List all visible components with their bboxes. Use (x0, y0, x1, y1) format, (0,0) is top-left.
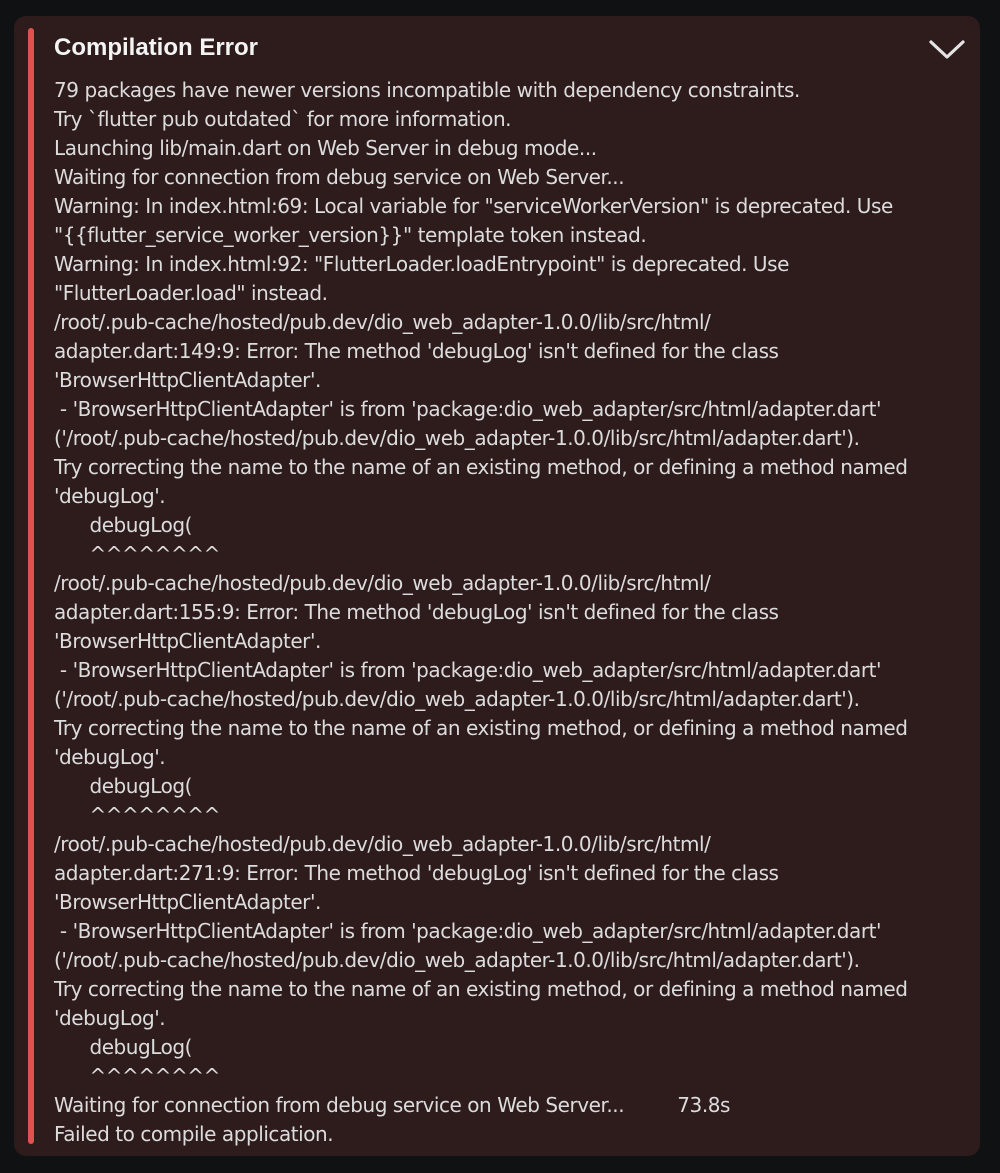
log-line: "{{flutter_service_worker_version}}" template token instead. (54, 223, 647, 247)
log-line: "FlutterLoader.load" instead. (54, 281, 328, 305)
log-line: Warning: In index.html:69: Local variable for "serviceWorkerVersion" is deprecated. Use (54, 194, 893, 218)
log-line: Try correcting the name to the name of an existing method, or defining a method named (54, 716, 908, 740)
log-line: /root/.pub-cache/hosted/pub.dev/dio_web_adapter-1.0.0/lib/src/html/ (54, 571, 711, 595)
log-line: 'debugLog'. (54, 745, 166, 769)
log-line: Warning: In index.html:92: "FlutterLoader.loadEntrypoint" is deprecated. Use (54, 252, 789, 276)
log-line: 'BrowserHttpClientAdapter'. (54, 629, 321, 653)
chevron-down-icon (929, 39, 965, 61)
log-line: ^^^^^^^^ (54, 803, 220, 827)
log-line: adapter.dart:155:9: Error: The method 'debugLog' isn't defined for the class (54, 600, 779, 624)
log-line: 'debugLog'. (54, 1006, 166, 1030)
log-line: /root/.pub-cache/hosted/pub.dev/dio_web_adapter-1.0.0/lib/src/html/ (54, 310, 711, 334)
log-line: Try correcting the name to the name of an existing method, or defining a method named (54, 455, 908, 479)
log-line: Try `flutter pub outdated` for more information. (54, 107, 512, 131)
log-line: adapter.dart:149:9: Error: The method 'debugLog' isn't defined for the class (54, 339, 779, 363)
log-line: debugLog( (54, 513, 192, 537)
log-line: ('/root/.pub-cache/hosted/pub.dev/dio_web_adapter-1.0.0/lib/src/html/adapter.dart'). (54, 948, 860, 972)
log-line: 'BrowserHttpClientAdapter'. (54, 890, 321, 914)
log-line: Failed to compile application. (54, 1122, 334, 1146)
log-line: 79 packages have newer versions incompatible with dependency constraints. (54, 78, 800, 102)
log-line: /root/.pub-cache/hosted/pub.dev/dio_web_adapter-1.0.0/lib/src/html/ (54, 832, 711, 856)
panel-title: Compilation Error (54, 34, 259, 61)
log-line: ('/root/.pub-cache/hosted/pub.dev/dio_web_adapter-1.0.0/lib/src/html/adapter.dart'). (54, 687, 860, 711)
log-line: debugLog( (54, 1035, 192, 1059)
compilation-error-panel (14, 16, 980, 1156)
log-line: ^^^^^^^^ (54, 1064, 220, 1088)
log-line: ^^^^^^^^ (54, 542, 220, 566)
error-accent-bar (28, 28, 34, 1144)
compile-log-output (54, 76, 972, 1149)
log-line: Waiting for connection from debug service on Web Server... (54, 165, 625, 189)
log-line: - 'BrowserHttpClientAdapter' is from 'package:dio_web_adapter/src/html/adapter.dart' (54, 397, 882, 421)
log-line: - 'BrowserHttpClientAdapter' is from 'package:dio_web_adapter/src/html/adapter.dart' (54, 919, 882, 943)
log-line: ('/root/.pub-cache/hosted/pub.dev/dio_web_adapter-1.0.0/lib/src/html/adapter.dart'). (54, 426, 860, 450)
log-line: Launching lib/main.dart on Web Server in debug mode... (54, 136, 597, 160)
log-line: - 'BrowserHttpClientAdapter' is from 'package:dio_web_adapter/src/html/adapter.dart' (54, 658, 882, 682)
log-line: 'BrowserHttpClientAdapter'. (54, 368, 321, 392)
log-line: adapter.dart:271:9: Error: The method 'debugLog' isn't defined for the class (54, 861, 779, 885)
log-line: 'debugLog'. (54, 484, 166, 508)
log-line: Waiting for connection from debug service on Web Server... 73.8s (54, 1093, 730, 1117)
log-line: Try correcting the name to the name of an existing method, or defining a method named (54, 977, 908, 1001)
log-line: debugLog( (54, 774, 192, 798)
collapse-button[interactable] (922, 30, 972, 70)
